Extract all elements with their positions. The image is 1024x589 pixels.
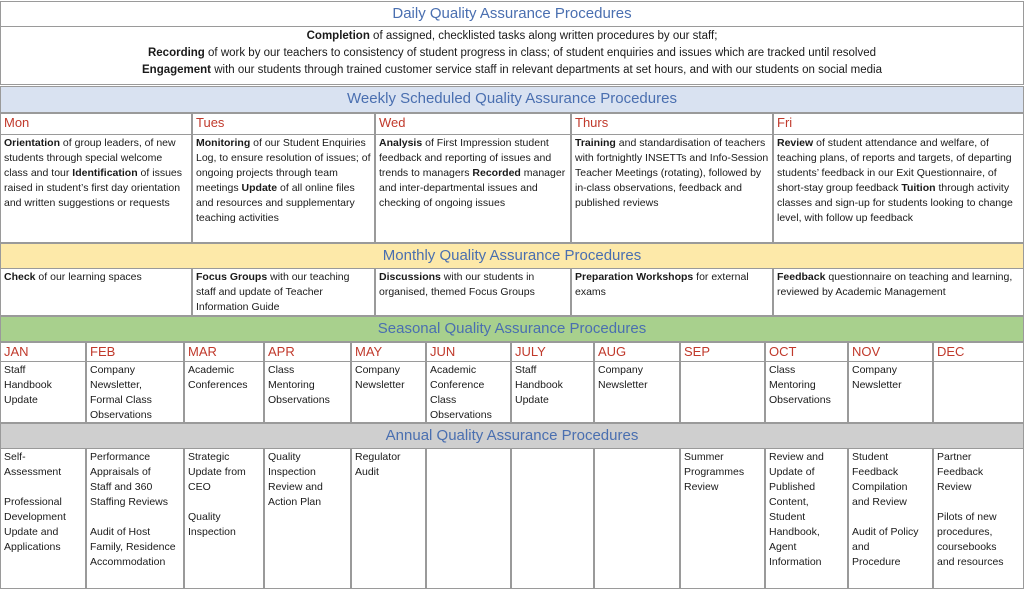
daily-line-engagement: Engagement with our students through trained customer service staff in relevant departments at set hours, and with our students on social media [142,64,882,76]
monthly-cell-4: Preparation Workshops for external exams [571,269,773,316]
month-oct: OCT [765,342,848,362]
seasonal-month-header-row [0,342,1024,362]
seasonal-cell-july: Staff Handbook Update [511,362,594,423]
month-may: MAY [351,342,426,362]
weekly-day-wed: Wed [375,113,571,135]
weekly-cell-mon: Orientation of group leaders, of new students through special welcome class and tour Identification of issues raised in student’s first day orientation and written suggestions or requests [0,135,192,243]
annual-cell-aug [594,449,680,589]
weekly-title: Weekly Scheduled Quality Assurance Procedures [0,86,1024,113]
seasonal-title: Seasonal Quality Assurance Procedures [0,316,1024,342]
annual-cell-feb: Performance Appraisals of Staff and 360 Staffing Reviews Audit of Host Family, Residence Accommodation [86,449,184,589]
seasonal-body-row [0,362,1024,423]
seasonal-cell-mar: Academic Conferences [184,362,264,423]
monthly-cell-3: Discussions with our students in organised, themed Focus Groups [375,269,571,316]
month-dec: DEC [933,342,1024,362]
month-apr: APR [264,342,351,362]
seasonal-cell-dec [933,362,1024,423]
seasonal-cell-feb: Company Newsletter, Formal Class Observations [86,362,184,423]
annual-cell-mar: Strategic Update from CEO Quality Inspection [184,449,264,589]
monthly-cell-1: Check of our learning spaces [0,269,192,316]
weekly-cell-fri: Review of student attendance and welfare, of teaching plans, of reports and targets, of departing students’ feedback in our Exit Questionnaire, of short-stay group feedback Tuition through activity classes and sign-up for students looking to change level, with follow up feedback [773,135,1024,243]
month-mar: MAR [184,342,264,362]
monthly-cell-2: Focus Groups with our teaching staff and update of Teacher Information Guide [192,269,375,316]
annual-cell-may: Regulator Audit [351,449,426,589]
daily-body [0,26,1024,85]
monthly-cell-5: Feedback questionnaire on teaching and learning, reviewed by Academic Management [773,269,1024,316]
annual-body-row [0,449,1024,589]
weekly-day-fri: Fri [773,113,1024,135]
monthly-title: Monthly Quality Assurance Procedures [0,243,1024,269]
annual-cell-nov: Student Feedback Compilation and Review Audit of Policy and Procedure [848,449,933,589]
month-nov: NOV [848,342,933,362]
month-jan: JAN [0,342,86,362]
seasonal-cell-jan: Staff Handbook Update [0,362,86,423]
weekly-day-mon: Mon [0,113,192,135]
month-jun: JUN [426,342,511,362]
annual-cell-oct: Review and Update of Published Content, Student Handbook, Agent Information [765,449,848,589]
weekly-day-header-row [0,113,1024,135]
seasonal-cell-jun: Academic Conference Class Observations [426,362,511,423]
weekly-day-tues: Tues [192,113,375,135]
annual-cell-july [511,449,594,589]
seasonal-cell-oct: Class Mentoring Observations [765,362,848,423]
weekly-cell-tues: Monitoring of our Student Enquiries Log, to ensure resolution of issues; of ongoing projects through team meetings Update of all online files and resources and supplementary teaching activities [192,135,375,243]
annual-cell-dec: Partner Feedback Review Pilots of new procedures, coursebooks and resources [933,449,1024,589]
annual-cell-apr: Quality Inspection Review and Action Plan [264,449,351,589]
daily-line-recording: Recording of work by our teachers to consistency of student progress in class; of student enquiries and issues which are tracked until resolved [147,47,877,59]
seasonal-cell-may: Company Newsletter [351,362,426,423]
weekly-cell-thurs: Training and standardisation of teachers with fortnightly INSETTs and Info-Session Teacher Meetings (rotating), followed by in-class observations, feedback and published reviews [571,135,773,243]
weekly-body-row [0,135,1024,243]
weekly-cell-wed: Analysis of First Impression student feedback and reporting of issues and trends to managers Recorded manager and inter-departmental issues and checking of ongoing issues [375,135,571,243]
month-aug: AUG [594,342,680,362]
seasonal-cell-nov: Company Newsletter [848,362,933,423]
weekly-day-thurs: Thurs [571,113,773,135]
daily-line-completion: Completion of assigned, checklisted tasks along written procedures by our staff; [306,30,718,42]
daily-title: Daily Quality Assurance Procedures [0,1,1024,27]
seasonal-cell-sep [680,362,765,423]
month-sep: SEP [680,342,765,362]
annual-cell-jun [426,449,511,589]
monthly-body-row [0,269,1024,316]
annual-cell-sep: Summer Programmes Review [680,449,765,589]
seasonal-cell-aug: Company Newsletter [594,362,680,423]
annual-cell-jan: Self- Assessment Professional Development Update and Applications [0,449,86,589]
month-feb: FEB [86,342,184,362]
seasonal-cell-apr: Class Mentoring Observations [264,362,351,423]
month-july: JULY [511,342,594,362]
annual-title: Annual Quality Assurance Procedures [0,423,1024,449]
